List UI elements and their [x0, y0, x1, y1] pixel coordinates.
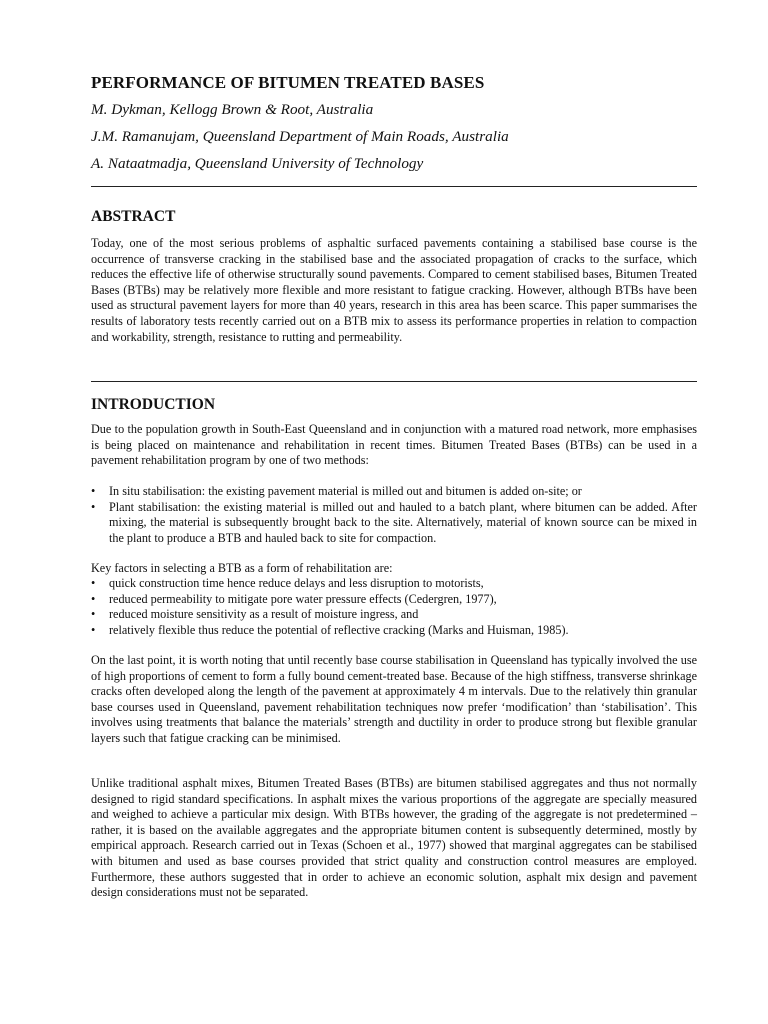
- intro-paragraph-1: Due to the population growth in South-East Queensland and in conjunction with a matured road network, more emphasises is being placed on maintenance and rehabilitation in recent times. Bitumen Treated Bases (BTBs) can be used in a pavement rehabilitation program by one of two methods:: [91, 422, 697, 468]
- divider-middle: [91, 381, 697, 382]
- key-factor-text: quick construction time hence reduce delays and less disruption to motorists,: [109, 576, 484, 590]
- key-factors-list: [91, 576, 697, 638]
- list-item: [91, 576, 697, 592]
- bullet-glyph: •: [91, 622, 96, 637]
- key-factors-intro: Key factors in selecting a BTB as a form of rehabilitation are:: [91, 561, 393, 575]
- bullet-glyph: •: [91, 576, 96, 590]
- author-line-1: M. Dykman, Kellogg Brown & Root, Australia: [91, 101, 374, 118]
- author-line-2: J.M. Ramanujam, Queensland Department of Main Roads, Australia: [91, 128, 509, 145]
- methods-list: [91, 484, 697, 546]
- paper-title: PERFORMANCE OF BITUMEN TREATED BASES: [91, 73, 485, 92]
- list-item: [91, 484, 697, 500]
- key-factor-text: reduced permeability to mitigate pore water pressure effects (Cedergren, 1977),: [109, 591, 497, 606]
- abstract-heading: ABSTRACT: [91, 208, 176, 225]
- method-text: In situ stabilisation: the existing pavement material is milled out and bitumen is added on-site; or: [109, 484, 582, 498]
- divider-top: [91, 186, 697, 187]
- list-item: [91, 500, 697, 547]
- abstract-text: Today, one of the most serious problems of asphaltic surfaced pavements containing a stabilised base course is the occurrence of transverse cracking in the stabilised base and the associated propagation of cracks to the surface, which reduces the effective life of otherwise structurally sound pavements. Compared to cement stabilised bases, Bitumen Treated Bases (BTBs) may be relatively more flexible and more resistant to fatigue cracking. However, although BTBs have been used as structural pavement layers for more than 40 years, research in this area has been scarce. This paper summarises the results of laboratory tests recently carried out on a BTB mix to assess its performance properties in relation to compaction and workability, strength, resistance to rutting and permeability.: [91, 236, 697, 344]
- bullet-glyph: •: [91, 484, 96, 498]
- list-item: [91, 592, 697, 608]
- bullet-glyph: •: [91, 607, 96, 622]
- last-point-paragraph: On the last point, it is worth noting that until recently base course stabilisation in Queensland has typically involved the use of high proportions of cement to form a fully bound cement-treated base. Because of the high stiffness, transverse shrinkage cracks often developed along the length of the pavement at approximately 4 m intervals. Due to the relatively thin granular base courses used in Queensland, pavement rehabilitation techniques now prefer ‘modification’ than ‘stabilisation’. This involves using treatments that balance the materials’ strength and ductility in order to produce strong but flexible granular layers such that fatigue cracking can be minimised.: [91, 653, 697, 745]
- list-item: [91, 623, 697, 639]
- author-line-3: A. Nataatmadja, Queensland University of Technology: [91, 155, 424, 172]
- bullet-glyph: •: [91, 591, 96, 606]
- method-text: Plant stabilisation: the existing material is milled out and hauled to a batch plant, where bitumen can be added. After mixing, the material is subsequently brought back to the site. Alternatively, material of known source can be mixed in the plant to produce a BTB and hauled back to site for compaction.: [109, 499, 697, 545]
- key-factor-text: reduced moisture sensitivity as a result of moisture ingress, and: [109, 607, 419, 622]
- introduction-heading: INTRODUCTION: [91, 396, 216, 413]
- key-factor-text: relatively flexible thus reduce the potential of reflective cracking (Marks and Huisman, 1985).: [109, 622, 569, 637]
- list-item: [91, 607, 697, 623]
- bullet-glyph: •: [91, 499, 96, 514]
- unlike-paragraph: Unlike traditional asphalt mixes, Bitumen Treated Bases (BTBs) are bitumen stabilised aggregates and thus not normally designed to rigid standard specifications. In asphalt mixes the various proportions of the aggregate are specially measured and weighed to achieve a particular mix design. With BTBs however, the grading of the aggregate is not predetermined – rather, it is based on the available aggregates and the appropriate bitumen content is subsequently determined, mostly by empirical approach. Research carried out in Texas (Schoen et al., 1977) showed that marginal aggregates can be stabilised with bitumen and used as base courses provided that strict quality and construction control measures are employed. Furthermore, these authors suggested that in order to achieve an economic solution, asphalt mix design and pavement design considerations must not be separated.: [91, 776, 697, 900]
